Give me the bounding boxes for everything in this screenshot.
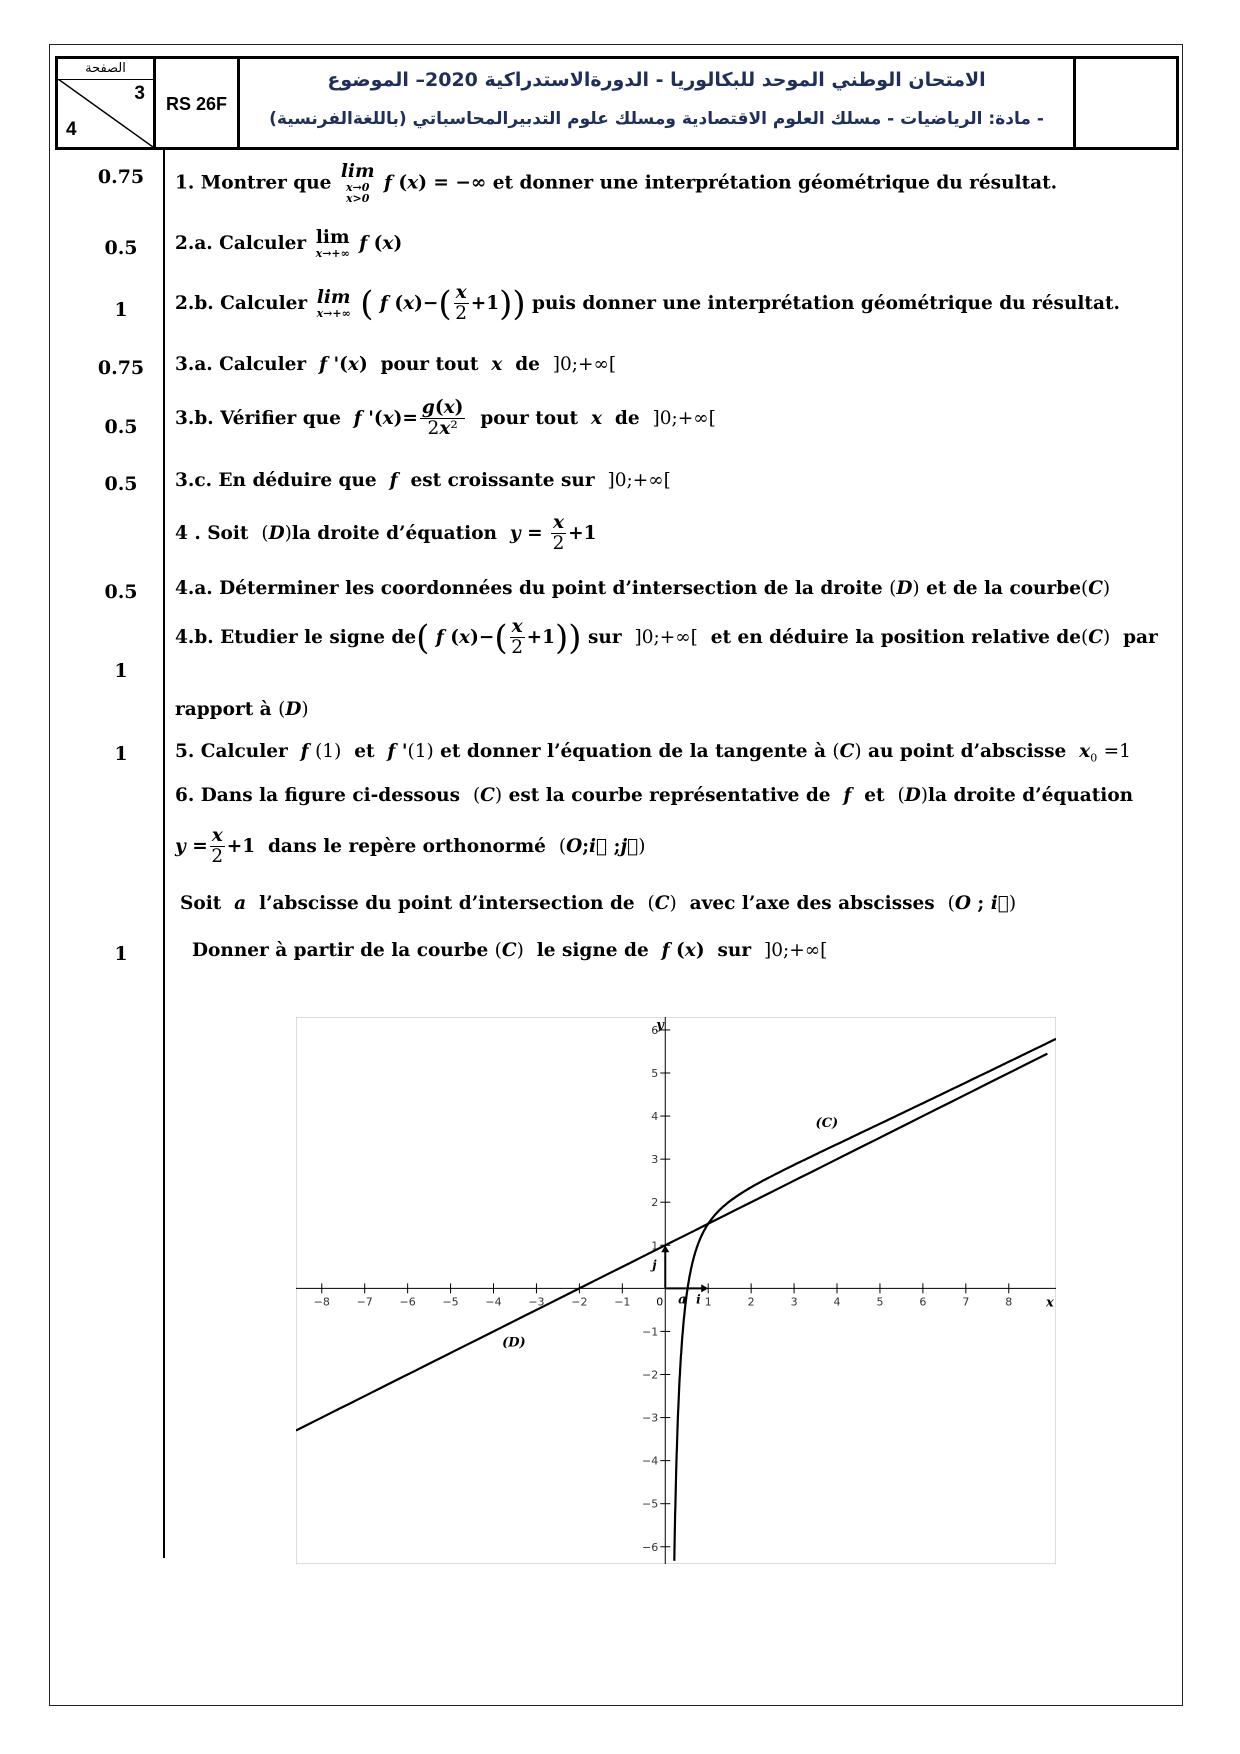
points-q3c: 0.5 bbox=[104, 473, 138, 495]
y-tick-label: −3 bbox=[642, 1411, 659, 1425]
points-q4b: 1 bbox=[114, 660, 128, 682]
y-tick-label: 6 bbox=[651, 1023, 659, 1037]
question-6-line4: Donner à partir de la courbe (C) le signe de f (x) sur ]0;+∞[ bbox=[192, 940, 828, 961]
question-4: 4 . Soit (D)la droite d’équation y = $\frac{x}{2}$ +1 bbox=[175, 512, 597, 555]
y-tick-label: 3 bbox=[651, 1153, 659, 1167]
y-tick-label: 1 bbox=[651, 1239, 659, 1253]
page-label: الصفحة bbox=[58, 59, 153, 80]
x-tick-label: −3 bbox=[528, 1295, 545, 1309]
x-tick-label: 2 bbox=[747, 1295, 755, 1309]
y-tick-label: −1 bbox=[642, 1325, 659, 1339]
question-6: 6. Dans la figure ci-dessous (C) est la courbe représentative de f et (D)la droite d’équation bbox=[175, 785, 1134, 806]
x-tick-label: 4 bbox=[833, 1295, 841, 1309]
x-tick-label: 8 bbox=[1005, 1295, 1013, 1309]
exam-header bbox=[55, 56, 1179, 150]
y-tick-label: 4 bbox=[651, 1110, 659, 1124]
x-tick-label: 5 bbox=[876, 1295, 884, 1309]
x-tick-label: −7 bbox=[356, 1295, 373, 1309]
exam-title: الامتحان الوطني الموحد للبكالوريا - الدورةالاستدراكية 2020– الموضوع bbox=[327, 69, 986, 91]
blank-cell bbox=[1076, 59, 1176, 147]
exam-code: RS 26F bbox=[165, 94, 228, 114]
x-axis-label: x bbox=[1046, 1295, 1054, 1311]
x-tick-label: −5 bbox=[442, 1295, 459, 1309]
point-a-label: a bbox=[678, 1292, 687, 1308]
question-2a: 2.a. Calculer lim x→+∞ f (x) bbox=[175, 227, 403, 260]
points-q3a: 0.75 bbox=[97, 357, 145, 379]
x-tick-label: −4 bbox=[485, 1295, 502, 1309]
page-number-cell bbox=[58, 59, 156, 147]
points-q3b: 0.5 bbox=[104, 416, 138, 438]
page-total: 4 bbox=[66, 119, 77, 140]
x-tick-label: 1 bbox=[704, 1295, 712, 1309]
curve-C-label: (C) bbox=[815, 1115, 839, 1131]
line-D-label: (D) bbox=[502, 1335, 526, 1351]
question-6-line2: y = $\frac{x}{2}$ +1 dans le repère orthonormé (O;i⃗ ;j⃗) bbox=[175, 825, 646, 868]
points-q5: 1 bbox=[114, 743, 128, 765]
unit-i-label: i bbox=[696, 1292, 701, 1307]
title-cell bbox=[240, 59, 1076, 147]
y-axis-label: y bbox=[656, 1018, 664, 1033]
question-1: 1. Montrer que lim x→0 x>0 f (x) = −∞ et donner une interprétation géométrique du résultat. bbox=[175, 161, 1058, 205]
x-tick-label: 7 bbox=[962, 1295, 970, 1309]
origin-label: 0 bbox=[656, 1295, 664, 1309]
points-q2a: 0.5 bbox=[104, 237, 138, 259]
question-3b: 3.b. Vérifier que f '(x)= $\frac{g(x)}{\text{2x²}}$ pour tout x de ]0;+∞[ bbox=[175, 397, 716, 440]
x-tick-label: −2 bbox=[571, 1295, 588, 1309]
x-tick-label: −1 bbox=[614, 1295, 631, 1309]
question-3a: 3.a. Calculer f '(x) pour tout x de ]0;+∞[ bbox=[175, 354, 617, 375]
points-q4a: 0.5 bbox=[104, 581, 138, 603]
question-2b: 2.b. Calculer lim x→+∞ ( f (x)−( $\frac{x}{2}$ +1)) puis donner une interprétation géométrique du résultat. bbox=[175, 282, 1120, 325]
x-tick-label: −6 bbox=[399, 1295, 416, 1309]
x-tick-label: 6 bbox=[919, 1295, 927, 1309]
points-q6: 1 bbox=[114, 943, 128, 965]
question-6-line3: Soit a l’abscisse du point d’intersection de (C) avec l’axe des abscisses (O ; i⃗) bbox=[180, 893, 1017, 914]
margin-rule bbox=[163, 150, 165, 1558]
question-4b: 4.b. Etudier le signe de( f (x)−( $\frac{x}{2}$ +1)) sur ]0;+∞[ et en déduire la position relative de(C) par bbox=[175, 616, 1158, 659]
question-5: 5. Calculer f (1) et f '(1) et donner l’équation de la tangente à (C) au point d’abscisse $x_0 =1$ bbox=[175, 741, 1131, 765]
page-current: 3 bbox=[134, 83, 145, 104]
x-tick-label: 3 bbox=[790, 1295, 798, 1309]
points-q1: 0.75 bbox=[97, 166, 145, 188]
question-4a: 4.a. Déterminer les coordonnées du point d’intersection de la droite (D) et de la courbe(C) bbox=[175, 578, 1111, 599]
unit-j-label: j bbox=[652, 1257, 657, 1272]
code-cell bbox=[156, 59, 240, 147]
y-tick-label: −6 bbox=[642, 1540, 659, 1554]
y-tick-label: 5 bbox=[651, 1066, 659, 1080]
y-tick-label: −4 bbox=[642, 1454, 659, 1468]
x-tick-label: −8 bbox=[313, 1295, 330, 1309]
y-tick-label: −5 bbox=[642, 1497, 659, 1511]
exam-subject: - مادة: الرياضيات - مسلك العلوم الاقتصادية ومسلك علوم التدبيرالمحاسباتي (باللغةالفرنسية) bbox=[269, 109, 1044, 129]
question-3c: 3.c. En déduire que f est croissante sur ]0;+∞[ bbox=[175, 470, 671, 491]
y-tick-label: −2 bbox=[642, 1368, 659, 1382]
question-4b-cont: rapport à (D) bbox=[175, 699, 309, 720]
y-tick-label: 2 bbox=[651, 1196, 659, 1210]
function-graph bbox=[296, 1017, 1056, 1564]
points-q2b: 1 bbox=[114, 299, 128, 321]
